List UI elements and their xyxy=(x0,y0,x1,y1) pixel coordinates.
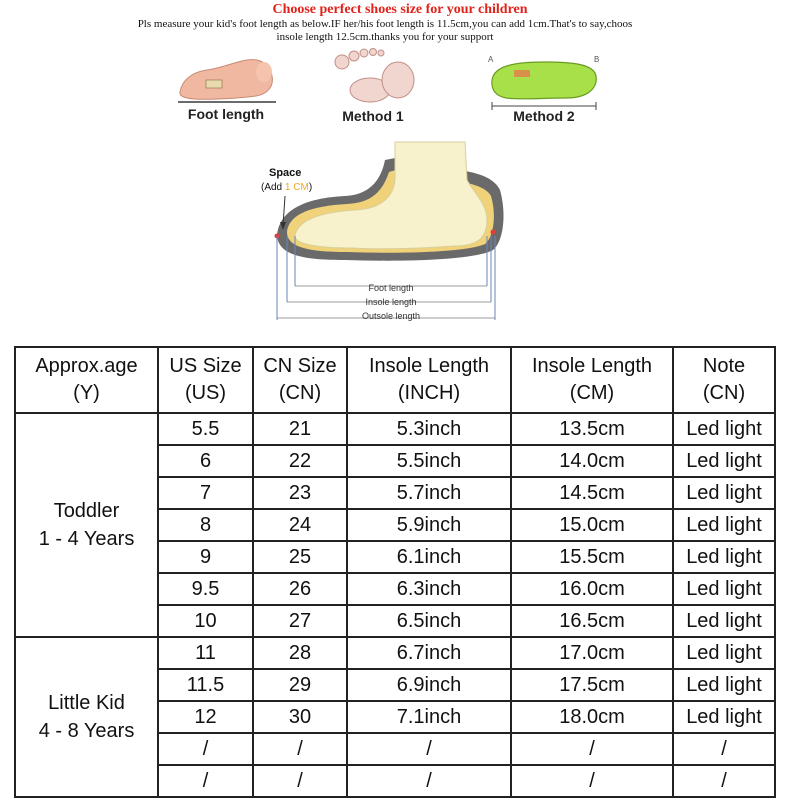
header-cell-note: Note (CN) xyxy=(673,347,775,413)
insole-inch-cell: 5.7inch xyxy=(347,477,511,509)
age-group-cell xyxy=(15,413,158,637)
method1-caption: Method 1 xyxy=(342,108,404,124)
table-row xyxy=(15,413,775,445)
table-row xyxy=(15,637,775,669)
age-group-range: 4 - 8 Years xyxy=(38,720,135,742)
note-cell: Led light xyxy=(673,509,775,541)
us-size-cell: 10 xyxy=(158,605,253,637)
us-size-cell: 8 xyxy=(158,509,253,541)
insole-inch-cell: 6.5inch xyxy=(347,605,511,637)
us-size-cell: 11 xyxy=(158,637,253,669)
insole-cm-cell: 17.0cm xyxy=(511,637,673,669)
note-cell: Led light xyxy=(673,701,775,733)
age-group-cell xyxy=(15,637,158,797)
cn-size-cell: 30 xyxy=(253,701,347,733)
insole-label-b: B xyxy=(594,55,600,64)
cn-size-cell: 22 xyxy=(253,445,347,477)
insole-cm-cell: 16.0cm xyxy=(511,573,673,605)
note-cell: Led light xyxy=(673,445,775,477)
add-cm-label: (Add 1 CM) xyxy=(261,182,313,193)
foot-length-caption: Foot length xyxy=(187,106,265,122)
us-size-cell: 6 xyxy=(158,445,253,477)
note-cell: / xyxy=(673,733,775,765)
insole-cm-cell: 17.5cm xyxy=(511,669,673,701)
insole-length-label: Insole length xyxy=(365,297,417,307)
us-size-cell: 9 xyxy=(158,541,253,573)
cn-size-cell: 26 xyxy=(253,573,347,605)
us-size-cell: 9.5 xyxy=(158,573,253,605)
outsole-length-label: Outsole length xyxy=(361,311,421,321)
us-size-cell: 7 xyxy=(158,477,253,509)
method2-caption: Method 2 xyxy=(513,108,575,124)
note-cell: Led light xyxy=(673,413,775,445)
insole-inch-cell: / xyxy=(347,765,511,797)
header-title: Choose perfect shoes size for your children xyxy=(272,2,528,17)
us-size-cell: 11.5 xyxy=(158,669,253,701)
foot-photo-image xyxy=(172,50,282,110)
insole-cm-cell: / xyxy=(511,765,673,797)
cn-size-cell: 28 xyxy=(253,637,347,669)
header-cell-cn-size: CN Size (CN) xyxy=(253,347,347,413)
cn-size-cell: 24 xyxy=(253,509,347,541)
insole-label-a: A xyxy=(488,55,494,64)
insole-inch-cell: 5.9inch xyxy=(347,509,511,541)
note-cell: Led light xyxy=(673,605,775,637)
insole-cm-cell: 15.0cm xyxy=(511,509,673,541)
size-chart-table xyxy=(14,346,776,798)
age-group-name: Toddler xyxy=(53,500,120,522)
cn-size-cell: / xyxy=(253,765,347,797)
note-cell: / xyxy=(673,765,775,797)
note-cell: Led light xyxy=(673,573,775,605)
insole-cm-cell: 14.0cm xyxy=(511,445,673,477)
us-size-cell: 12 xyxy=(158,701,253,733)
note-cell: Led light xyxy=(673,541,775,573)
header-cell-insole-cm: Insole Length (CM) xyxy=(511,347,673,413)
space-label: Space xyxy=(269,167,302,179)
us-size-cell: / xyxy=(158,733,253,765)
us-size-cell: 5.5 xyxy=(158,413,253,445)
insole-method2-image xyxy=(484,50,604,110)
header-instruction-line-1: Pls measure your kid's foot length as below.IF her/his foot length is 11.5cm,you can add 1cm.That's to say,choos xyxy=(137,18,633,30)
insole-cm-cell: 18.0cm xyxy=(511,701,673,733)
insole-inch-cell: 6.7inch xyxy=(347,637,511,669)
header-cell-us-size: US Size (US) xyxy=(158,347,253,413)
insole-cm-cell: 13.5cm xyxy=(511,413,673,445)
age-group-range: 1 - 4 Years xyxy=(38,528,135,550)
cn-size-cell: 23 xyxy=(253,477,347,509)
cn-size-cell: / xyxy=(253,733,347,765)
insole-cm-cell: 14.5cm xyxy=(511,477,673,509)
note-cell: Led light xyxy=(673,477,775,509)
insole-inch-cell: 6.3inch xyxy=(347,573,511,605)
insole-cm-cell: 15.5cm xyxy=(511,541,673,573)
shoe-size-diagram xyxy=(255,140,525,325)
note-cell: Led light xyxy=(673,637,775,669)
insole-inch-cell: 7.1inch xyxy=(347,701,511,733)
footprint-method1-image xyxy=(318,44,428,110)
header-instruction-line-2: insole length 12.5cm.thanks you for your support xyxy=(276,31,494,43)
us-size-cell: / xyxy=(158,765,253,797)
header-cell-insole-inch: Insole Length (INCH) xyxy=(347,347,511,413)
insole-inch-cell: / xyxy=(347,733,511,765)
insole-cm-cell: / xyxy=(511,733,673,765)
age-group-name: Little Kid xyxy=(48,692,125,714)
foot-length-label: Foot length xyxy=(368,283,414,293)
insole-inch-cell: 6.9inch xyxy=(347,669,511,701)
header-cell-age: Approx.age (Y) xyxy=(15,347,158,413)
note-cell: Led light xyxy=(673,669,775,701)
cn-size-cell: 25 xyxy=(253,541,347,573)
cn-size-cell: 29 xyxy=(253,669,347,701)
insole-inch-cell: 5.3inch xyxy=(347,413,511,445)
insole-inch-cell: 6.1inch xyxy=(347,541,511,573)
cn-size-cell: 21 xyxy=(253,413,347,445)
cn-size-cell: 27 xyxy=(253,605,347,637)
insole-inch-cell: 5.5inch xyxy=(347,445,511,477)
table-header-row xyxy=(15,347,775,413)
insole-cm-cell: 16.5cm xyxy=(511,605,673,637)
